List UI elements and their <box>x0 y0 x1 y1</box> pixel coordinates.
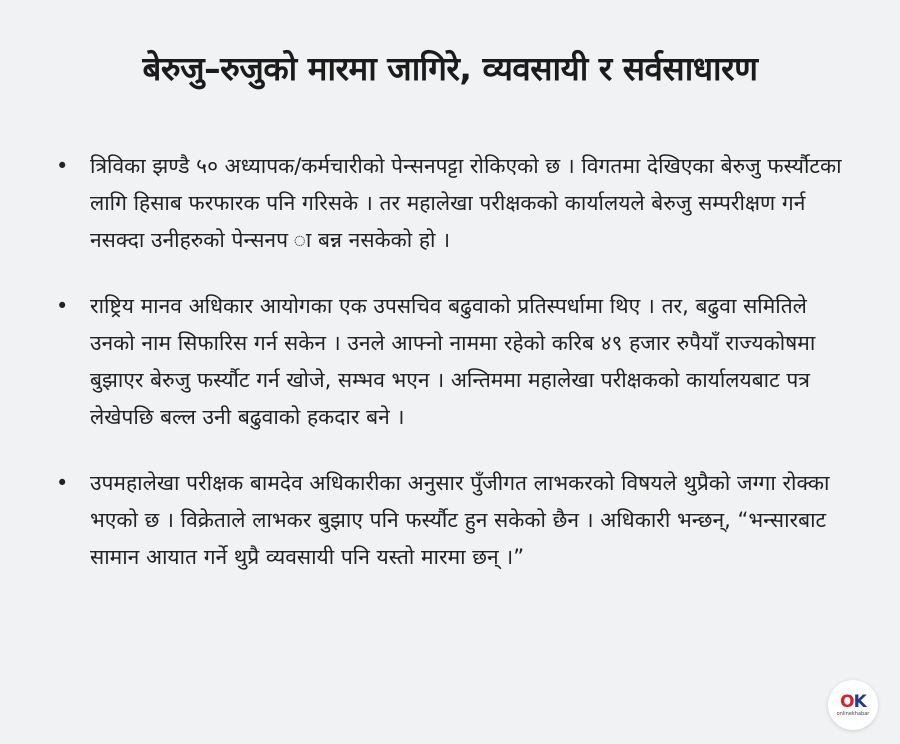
bullet-list <box>0 148 900 605</box>
bullet-icon: • <box>56 294 69 318</box>
onlinekhabar-logo <box>828 680 878 730</box>
bullet-text: राष्ट्रिय मानव अधिकार आयोगका एक उपसचिव बढुवाको प्रतिस्पर्धामा थिए । तर, बढुवा समितिले उनको नाम सिफारिस गर्न सकेन । उनले आफ्नो नाममा रहेको करिब ४९ हजार रुपैयाँ राज्यकोषमा बुझाएर बेरुजु फर्स्यौट गर्न खोजे, सम्भव भएन । अन्तिममा महालेखा परीक्षकको कार्यालयबाट पत्र लेखेपछि बल्ल उनी बढुवाको हकदार बने । <box>90 294 816 429</box>
list-item <box>56 288 850 436</box>
list-item <box>56 465 850 576</box>
logo-k-letter: K <box>853 692 866 712</box>
bullet-icon: • <box>56 471 69 495</box>
page-title: बेरुजु–रुजुको मारमा जागिरे, व्यवसायी र सर्वसाधारण <box>142 49 758 88</box>
bullet-icon: • <box>56 154 69 178</box>
logo-mark-icon <box>840 693 866 711</box>
logo-subtitle: onlinekhabar <box>836 711 870 717</box>
bullet-text: त्रिविका झण्डै ५० अध्यापक/कर्मचारीको पेन्सनपट्टा रोकिएको छ । विगतमा देखिएका बेरुजु फर्स्यौटका लागि हिसाब फरफारक पनि गरिसके । तर महालेखा परीक्षकको कार्यालयले बेरुजु सम्परीक्षण गर्न नसक्दा उनीहरुको पेन्सनप ा बन्न नसकेको हो । <box>90 154 842 252</box>
list-item <box>56 148 850 259</box>
bullet-text: उपमहालेखा परीक्षक बामदेव अधिकारीका अनुसार पुँजीगत लाभकरको विषयले थुप्रैको जग्गा रोक्का भएको छ । विक्रेताले लाभकर बुझाए पनि फर्स्यौट हुन सकेको छैन । अधिकारी भन्छन्, “भन्सारबाट सामान आयात गर्ने थुप्रै व्यवसायी पनि यस्तो मारमा छन् ।” <box>90 471 830 569</box>
logo-o-letter: O <box>840 692 854 712</box>
